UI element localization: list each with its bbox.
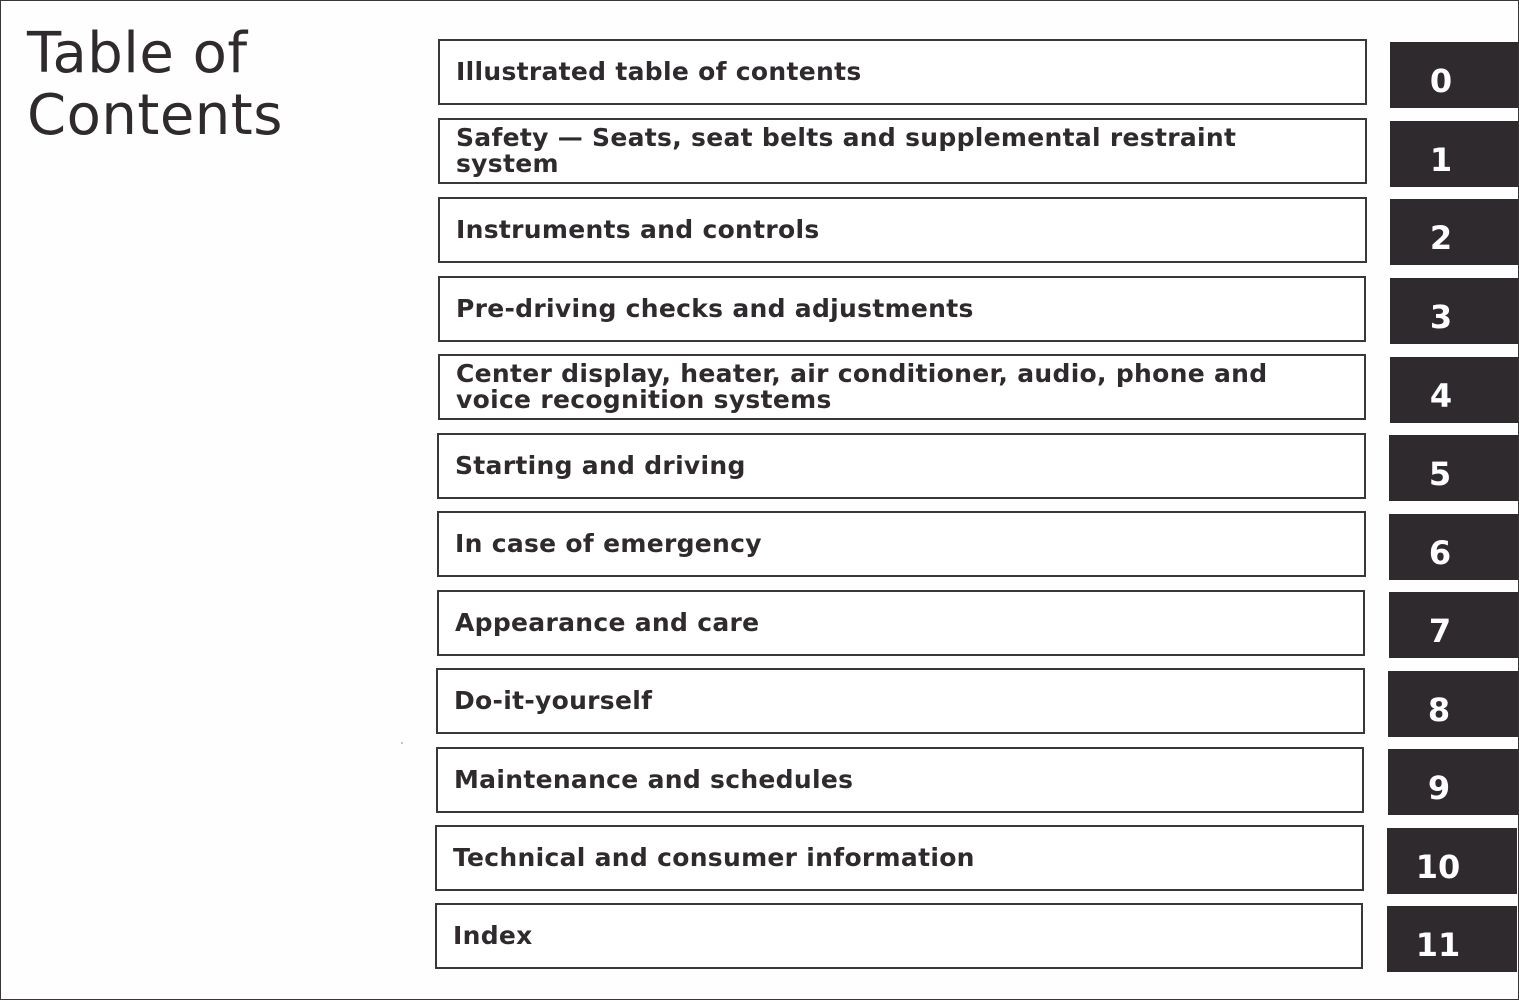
section-tab-9[interactable]	[1388, 749, 1518, 815]
toc-entry-appearance-care[interactable]	[437, 590, 1365, 656]
section-tab-number: 2	[1429, 219, 1453, 257]
toc-entry-label: Pre-driving checks and adjustments	[456, 294, 974, 323]
section-tab-number: 10	[1415, 848, 1461, 886]
toc-entry-label: Appearance and care	[455, 608, 760, 637]
section-tab-6[interactable]	[1389, 514, 1519, 580]
toc-entry-label: Do-it-yourself	[454, 686, 653, 715]
toc-entry-label: Center display, heater, air conditioner, audio, phone and voice recognition systems	[456, 359, 1268, 414]
section-tab-1[interactable]	[1390, 121, 1519, 187]
toc-entry-label: Illustrated table of contents	[456, 57, 862, 86]
section-tab-5[interactable]	[1389, 435, 1519, 501]
section-tab-number: 4	[1429, 377, 1453, 415]
page-title-line-1: Table of	[27, 21, 248, 86]
toc-list	[1, 1, 1518, 999]
section-tab-number: 1	[1429, 141, 1453, 179]
toc-entry-label: Index	[453, 921, 533, 950]
toc-entry-safety[interactable]	[438, 118, 1367, 184]
section-tab-7[interactable]	[1389, 592, 1519, 658]
toc-entry-label: In case of emergency	[455, 529, 762, 558]
toc-entry-illustrated-contents[interactable]	[438, 39, 1367, 105]
section-tab-3[interactable]	[1390, 278, 1519, 344]
section-tab-2[interactable]	[1390, 199, 1519, 265]
section-tab-10[interactable]	[1387, 828, 1517, 894]
toc-entry-do-it-yourself[interactable]	[436, 668, 1365, 734]
section-tab-8[interactable]	[1388, 671, 1518, 737]
section-tab-number: 11	[1415, 926, 1461, 964]
section-tab-number: 0	[1429, 62, 1453, 100]
toc-entry-label: Starting and driving	[455, 451, 746, 480]
toc-entry-label: Instruments and controls	[456, 215, 820, 244]
toc-entry-label: Maintenance and schedules	[454, 765, 854, 794]
page-title-line-2: Contents	[27, 83, 283, 148]
toc-entry-starting-driving[interactable]	[437, 433, 1366, 499]
section-tab-11[interactable]	[1387, 906, 1517, 972]
toc-entry-pre-driving-checks[interactable]	[438, 276, 1366, 342]
toc-entry-maintenance[interactable]	[436, 747, 1364, 813]
section-tab-number: 7	[1428, 612, 1452, 650]
toc-entry-technical-consumer[interactable]	[435, 825, 1364, 891]
toc-entry-instruments-controls[interactable]	[438, 197, 1367, 263]
section-tab-0[interactable]	[1390, 42, 1519, 108]
section-tab-4[interactable]	[1390, 357, 1519, 423]
toc-entry-label: Safety — Seats, seat belts and supplemental restraint system	[456, 123, 1237, 178]
toc-entry-label: Technical and consumer information	[453, 843, 975, 872]
toc-entry-index[interactable]	[435, 903, 1363, 969]
toc-entry-emergency[interactable]	[437, 511, 1366, 577]
section-tab-number: 6	[1428, 534, 1452, 572]
toc-entry-center-display[interactable]	[438, 354, 1366, 420]
section-tab-number: 8	[1427, 691, 1451, 729]
section-tab-number: 3	[1429, 298, 1453, 336]
section-tab-number: 9	[1427, 769, 1451, 807]
section-tab-number: 5	[1428, 455, 1452, 493]
